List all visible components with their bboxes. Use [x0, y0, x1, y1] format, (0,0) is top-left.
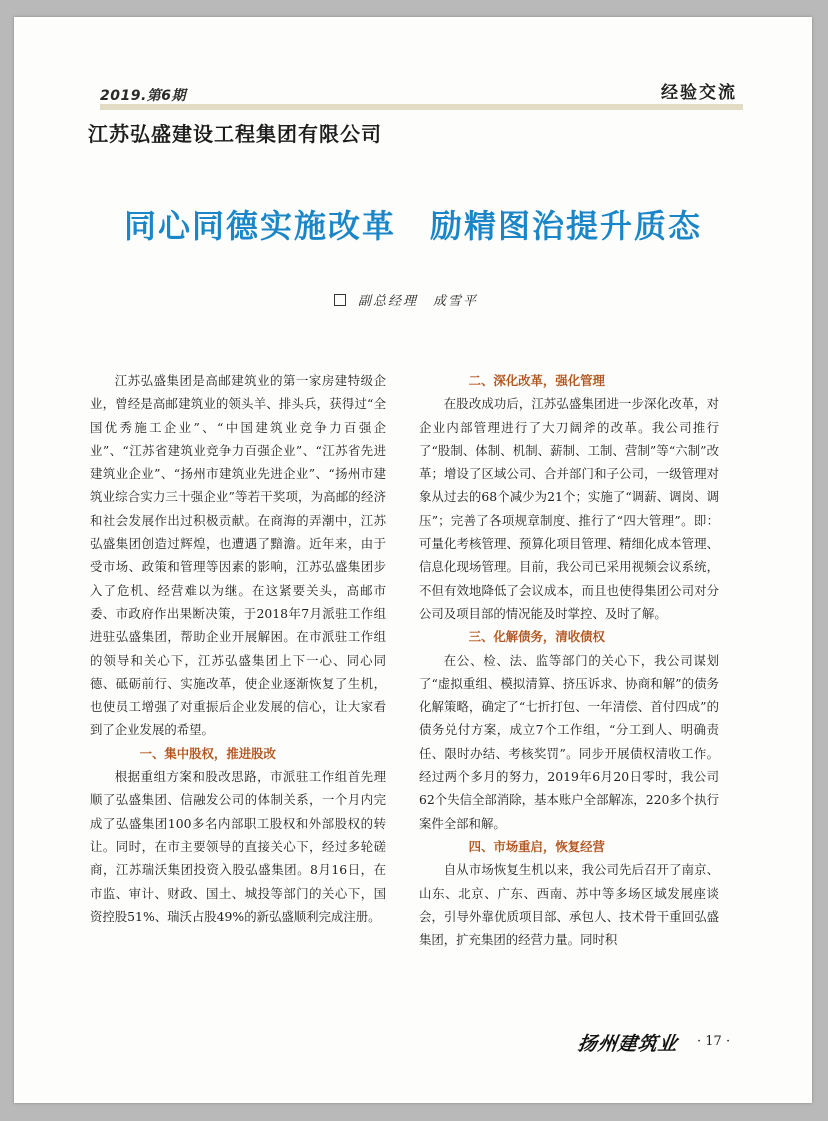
page-header [100, 75, 743, 115]
magazine-logo: 扬州建筑业 [576, 1033, 680, 1055]
article-title: 同心同德实施改革 励精图治提升质态 [123, 207, 702, 245]
paragraph-1: 根据重组方案和股改思路，市派驻工作组首先理顺了弘盛集团、信融发公司的体制关系，一个月内完成了弘盛集团100多名内部职工股权和外部股权的转让。同时，在市主要领导的直接关心下，经过多轮磋商，江苏瑞沃集团投资入股弘盛集团。8月16日，在市监、审计、财政、国土、城投等部门的关心下，国资控股51%、瑞沃占股49%的新弘盛顺利完成注册。 [90, 769, 386, 924]
author: 副总经理 成雪平 [358, 294, 479, 309]
section-heading-3: 三、化解债务，清收债权 [468, 629, 605, 645]
left-column [90, 369, 386, 928]
page-number: · 17 · [697, 1034, 731, 1049]
section-heading-1: 一、集中股权，推进股改 [139, 745, 276, 761]
section-heading-2: 二、深化改革，强化管理 [468, 373, 605, 388]
paragraph-4: 自从市场恢复生机以来，我公司先后召开了南京、山东、北京、广东、西南、苏中等多场区域发展座谈会，引导外靠优质项目部、承包人、技术骨干重回弘盛集团，扩充集团的经营力量。同时积 [419, 862, 719, 948]
company-name: 江苏弘盛建设工程集团有限公司 [88, 122, 382, 146]
section-label: 经验交流 [661, 83, 737, 103]
square-icon [334, 294, 346, 306]
magazine-page [14, 17, 812, 1103]
issue-label: 2019.第6期 [100, 88, 187, 104]
section-heading-4: 四、市场重启，恢复经营 [468, 838, 605, 854]
paragraph-2: 在股改成功后，江苏弘盛集团进一步深化改革，对企业内部管理进行了大刀阔斧的改革。我公司推行了“股制、体制、机制、薪制、工制、营制”等“六制”改革；增设了区域公司、合并部门和子公司，一级管理对象从过去的68个减少为21个；实施了“调薪、调岗、调压”；完善了各项规章制度、推行了“四大管理”。即：可量化考核管理、预算化项目管理、精细化成本管理、信息化现场管理。目前，我公司已采用视频会议系统，不但有效地降低了会议成本，而且也使得集团公司对分公司及项目部的情况能及时掌控、及时了解。 [419, 396, 719, 621]
byline [334, 290, 478, 309]
right-column [419, 369, 719, 951]
intro-paragraph: 江苏弘盛集团是高邮建筑业的第一家房建特级企业，曾经是高邮建筑业的领头羊、排头兵，获得过“全国优秀施工企业”、“中国建筑业竞争力百强企业”、“江苏省建筑业竞争力百强企业”、“江苏省先进建筑业企业”、“扬州市建筑业先进企业”、“扬州市建筑业综合实力三十强企业”等若干奖项，为高邮的经济和社会发展作出过积极贡献。在商海的弄潮中，江苏弘盛集团创造过辉煌，也遭遇了黯澹。近年来，由于受市场、政策和管理等因素的影响，江苏弘盛集团步入了危机、经营难以为继。在这紧要关头，高邮市委、市政府作出果断决策，于2018年7月派驻工作组进驻弘盛集团，帮助企业开展解困。在市派驻工作组的领导和关心下，江苏弘盛集团上下一心、同心同德、砥砺前行、实施改革，使企业逐渐恢复了生机，也使员工增强了对重振后企业发展的信心，让大家看到了企业发展的希望。 [90, 373, 386, 738]
header-rule [100, 104, 743, 110]
paragraph-3: 在公、检、法、监等部门的关心下，我公司谋划了“虚拟重组、模拟清算、挤压诉求、协商和解”的债务化解策略，确定了“七折打包、一年清偿、首付四成”的债务兑付方案，成立7个工作组，“分工到人、明确责任、限时办结、考核奖罚”。同步开展债权清收工作。经过两个多月的努力，2019年6月20日零时，我公司62个失信全部消除，基本账户全部解冻，220多个执行案件全部和解。 [419, 652, 719, 831]
